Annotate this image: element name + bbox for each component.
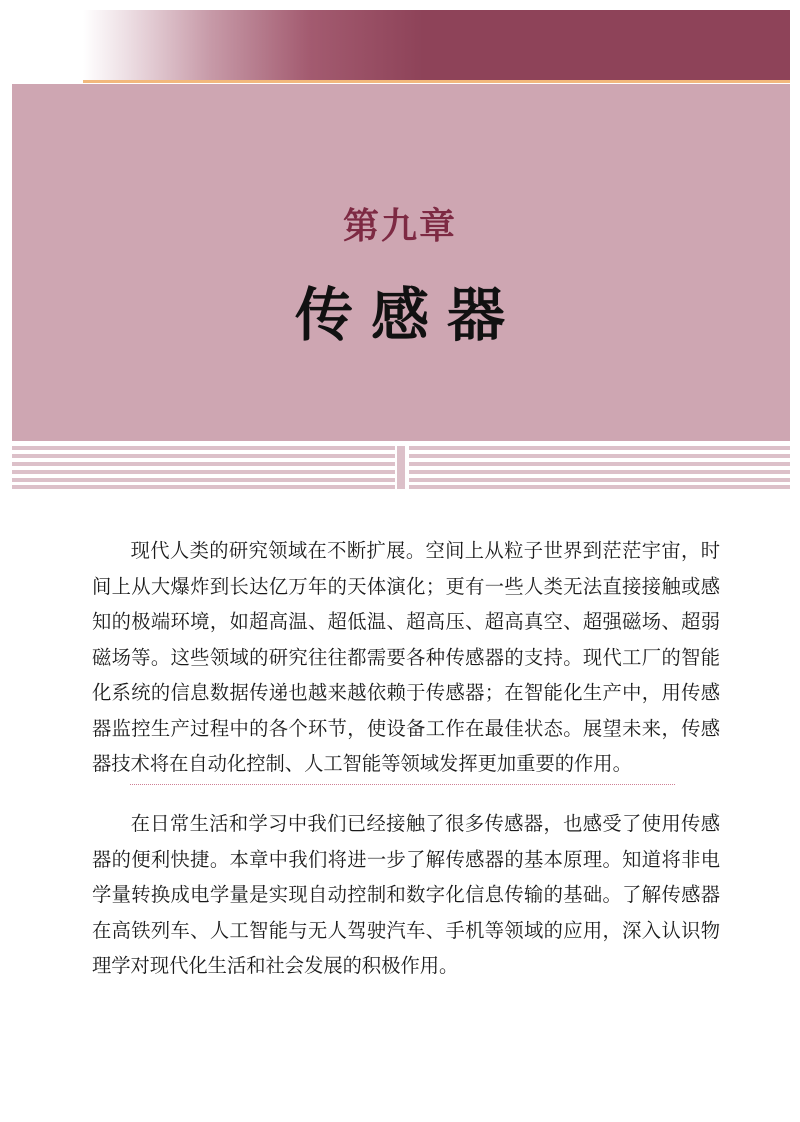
chapter-number: 第九章 xyxy=(342,205,457,247)
chapter-title: 传感器 xyxy=(294,281,523,349)
intro-paragraph-2: 在日常生活和学习中我们已经接触了很多传感器，也感受了使用传感器的便利快捷。本章中我们将进一步了解传感器的基本原理。知道将非电学量转换成电学量是实现自动控制和数字化信息传输的基础。了解传感器在高铁列车、人工智能与无人驾驶汽车、手机等领域的应用，深入认识物理学对现代化生活和社会发展的积极作用。 xyxy=(92,812,720,977)
intro-paragraph-1: 现代人类的研究领域在不断扩展。空间上从粒子世界到茫茫宇宙，时间上从大爆炸到长达亿万年的天体演化；更有一些人类无法直接接触或感知的极端环境，如超高温、超低温、超高压、超高真空、超强磁场、超弱磁场等。这些领域的研究往往都需要各种传感器的支持。现代工厂的智能化系统的信息数据传递也越来越依赖于传感器；在智能化生产中，用传感器监控生产过程中的各个环节，使设备工作在最佳状态。展望未来，传感器技术将在自动化控制、人工智能等领域发挥更加重要的作用。 xyxy=(92,539,720,775)
header-accent-line xyxy=(83,80,790,83)
header-gradient-band xyxy=(83,10,790,80)
dotted-divider xyxy=(130,784,675,785)
decorative-stripes-right xyxy=(409,446,790,489)
chapter-title-panel xyxy=(12,84,790,441)
decorative-stripes-left xyxy=(12,446,395,489)
decorative-divider-bar xyxy=(397,446,405,489)
